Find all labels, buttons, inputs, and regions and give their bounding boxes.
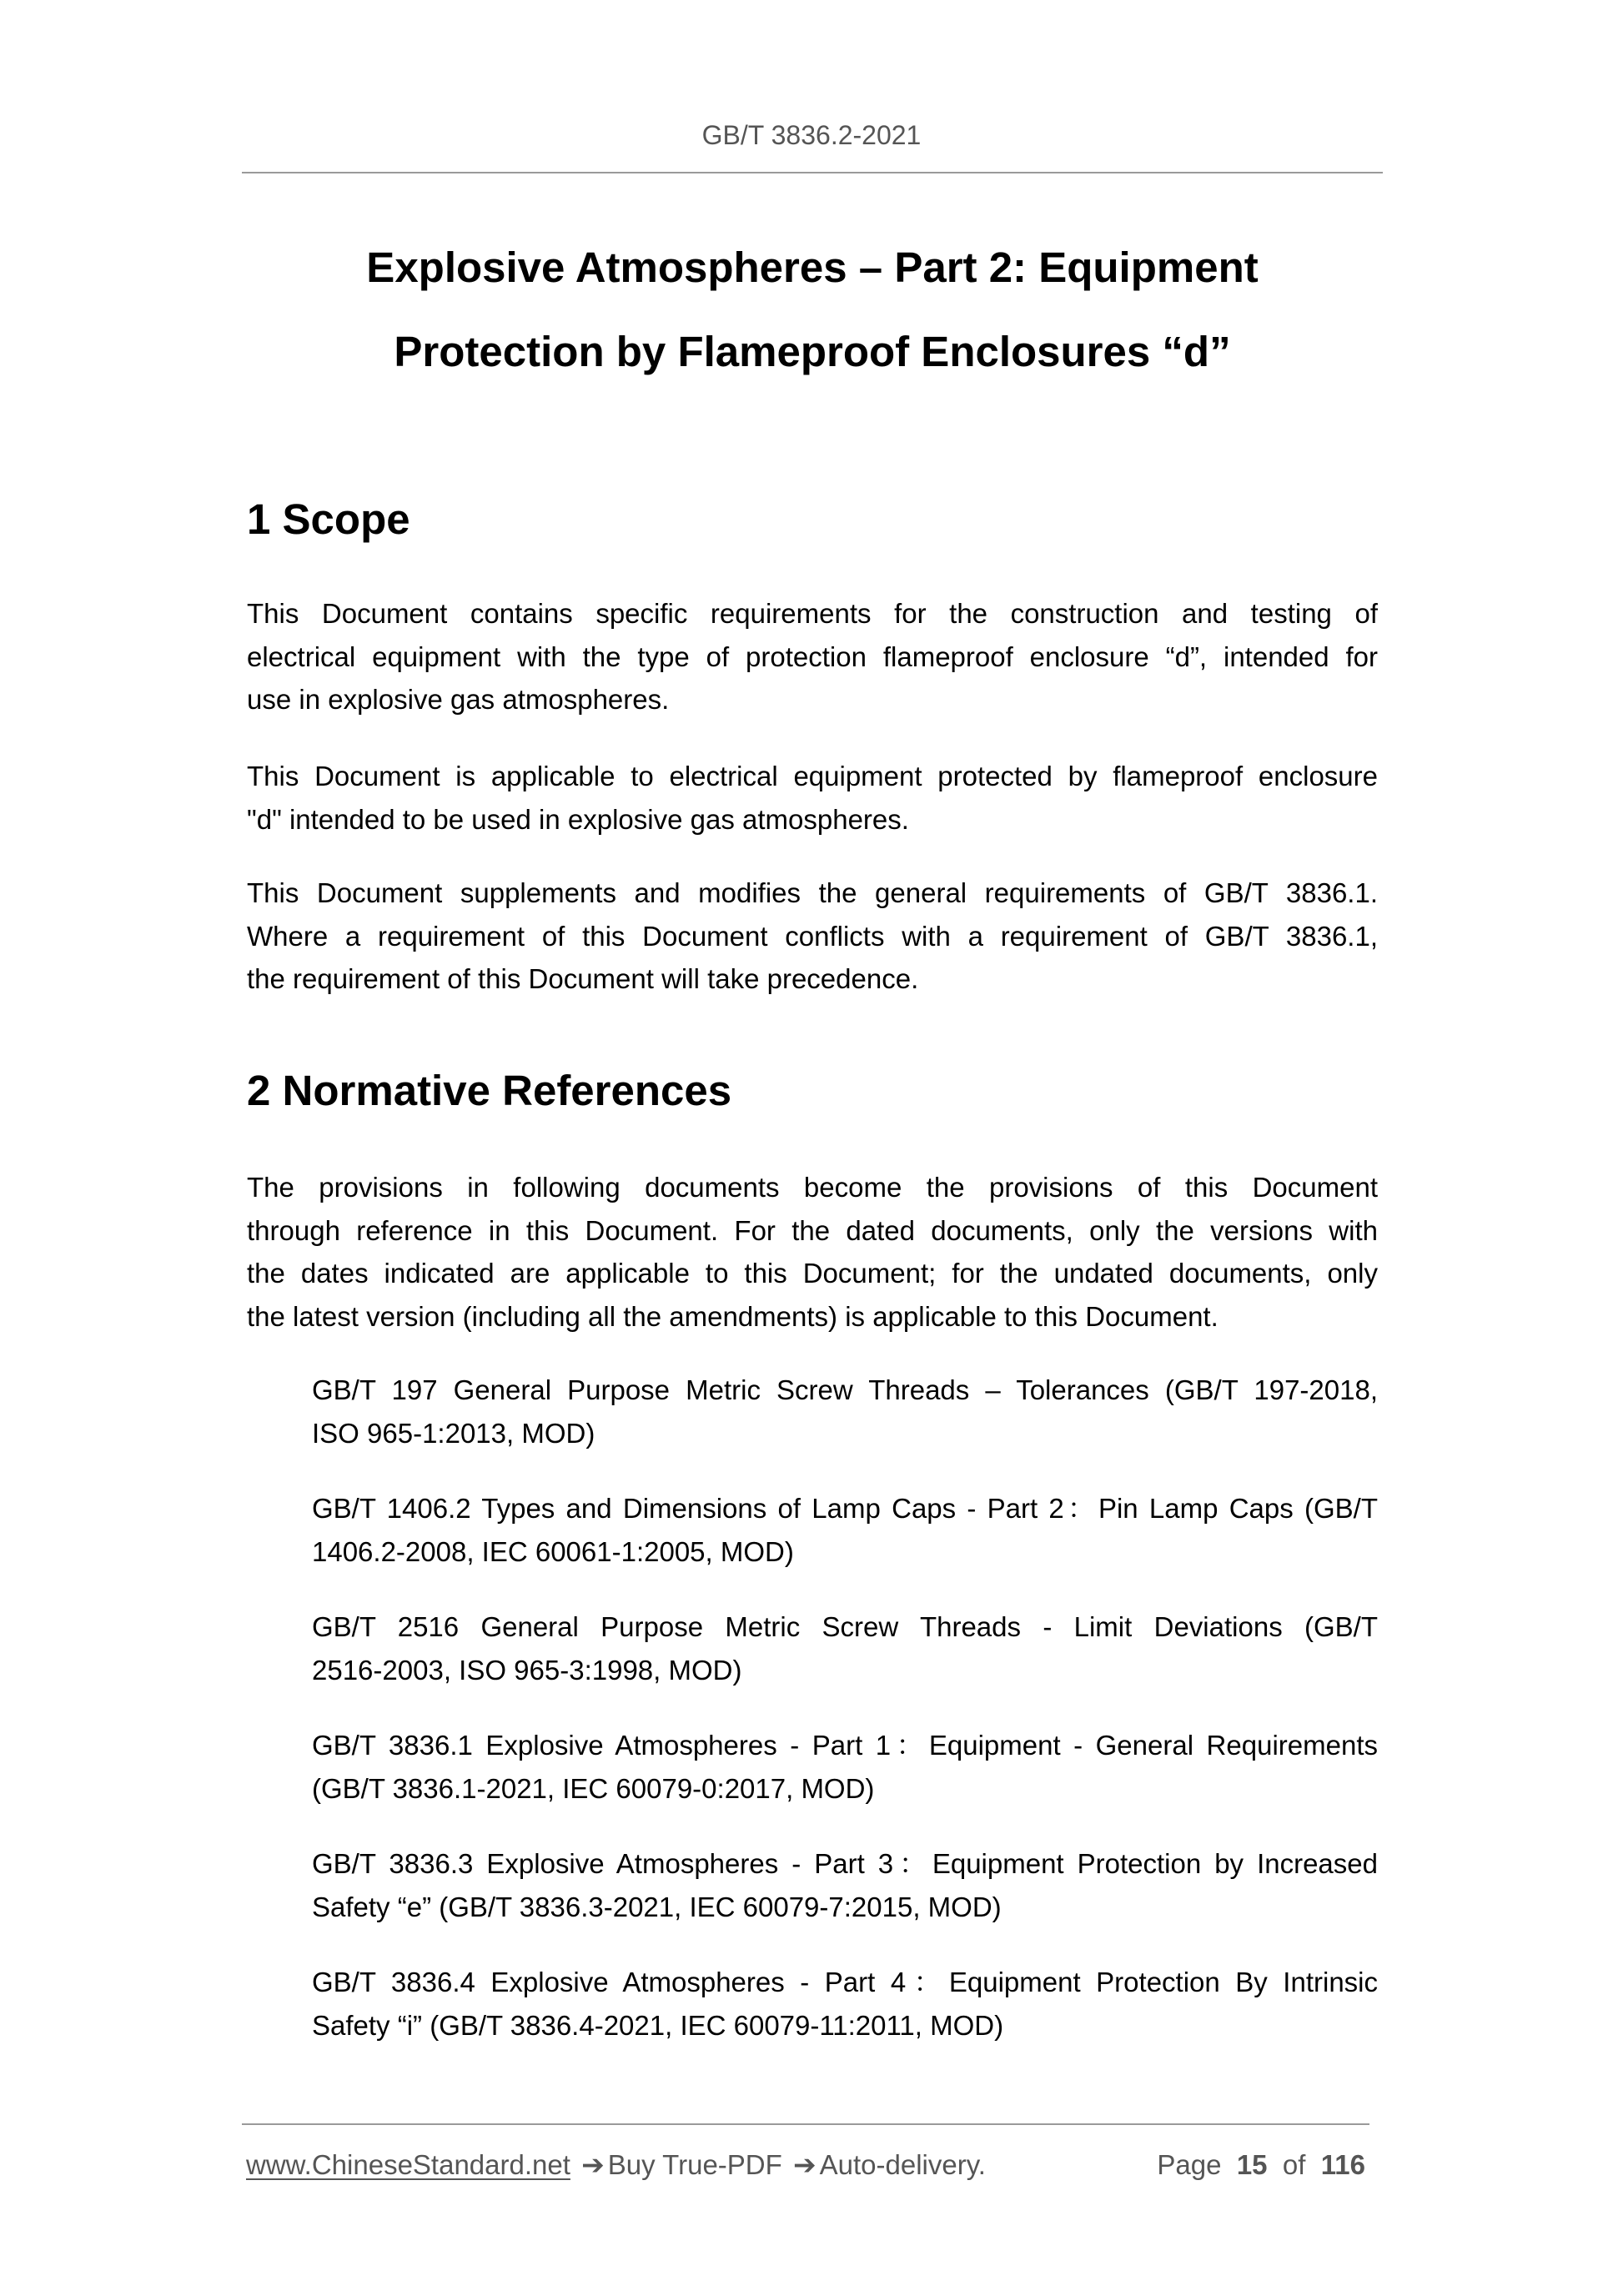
reference-item-gbt-3836-4 [312, 1961, 1378, 2047]
title-line-1: Explosive Atmospheres – Part 2: Equipment [366, 244, 1259, 291]
scope-paragraph-2 [247, 755, 1378, 841]
footer-divider [242, 2123, 1369, 2125]
page-of-label: of [1282, 2149, 1306, 2180]
text-line: The provisions in following documents become the provisions of this Document [247, 1172, 1378, 1203]
reference-item-gbt-197 [312, 1369, 1378, 1454]
page-header [0, 118, 1623, 152]
total-pages-number: 116 [1320, 2149, 1365, 2180]
reference-item-gbt-3836-1 [312, 1724, 1378, 1810]
text-line: Safety “i” (GB/T 3836.4-2021, IEC 60079-11:2011, MOD) [312, 2009, 1004, 2041]
text-line: (GB/T 3836.1-2021, IEC 60079-0:2017, MOD) [312, 1772, 875, 1804]
text-line: GB/T 3836.4 Explosive Atmospheres - Part 4：Equipment Protection By Intrinsic [312, 1967, 1378, 1997]
section-heading-scope: 1 Scope [247, 495, 410, 543]
arrow-right-icon: ➔ [792, 2149, 817, 2180]
current-page-number: 15 [1236, 2149, 1268, 2180]
text-line: the requirement of this Document will take precedence. [247, 963, 919, 994]
chinesestandard-link[interactable]: www.ChineseStandard.net [246, 2149, 570, 2180]
text-line: Safety “e” (GB/T 3836.3-2021, IEC 60079-7:2015, MOD) [312, 1891, 1002, 1922]
document-number: GB/T 3836.2-2021 [701, 120, 922, 150]
reference-item-gbt-2516 [312, 1605, 1378, 1691]
text-line: 2516-2003, ISO 965-3:1998, MOD) [312, 1654, 742, 1686]
scope-paragraph-3 [247, 872, 1378, 1001]
header-divider [242, 172, 1383, 173]
text-line: GB/T 3836.3 Explosive Atmospheres - Part 3：Equipment Protection by Increased [312, 1848, 1378, 1879]
reference-item-gbt-3836-3 [312, 1842, 1378, 1928]
text-line: GB/T 197 General Purpose Metric Screw Threads – Tolerances (GB/T 197-2018, [312, 1374, 1378, 1405]
text-line: electrical equipment with the type of protection flameproof enclosure “d”, intended for [247, 641, 1378, 672]
title-line-2: Protection by Flameproof Enclosures “d” [394, 328, 1231, 375]
text-line: the latest version (including all the amendments) is applicable to this Document. [247, 1300, 1219, 1332]
text-line: ISO 965-1:2013, MOD) [312, 1417, 595, 1449]
reference-item-gbt-1406-2 [312, 1487, 1378, 1573]
scope-paragraph-1 [247, 592, 1378, 721]
text-line: 1406.2-2008, IEC 60061-1:2005, MOD) [312, 1535, 794, 1567]
text-line: This Document contains specific requirements for the construction and testing of [247, 598, 1378, 629]
text-line: GB/T 1406.2 Types and Dimensions of Lamp Caps - Part 2：Pin Lamp Caps (GB/T [312, 1493, 1378, 1524]
text-line: GB/T 3836.1 Explosive Atmospheres - Part 1：Equipment - General Requirements [312, 1730, 1378, 1761]
text-line: Where a requirement of this Document conflicts with a requirement of GB/T 3836.1, [247, 920, 1378, 952]
footer-step-buy: Buy True-PDF [607, 2149, 782, 2180]
text-line: use in explosive gas atmospheres. [247, 684, 670, 715]
text-line: the dates indicated are applicable to this Document; for the undated documents, only [247, 1258, 1378, 1289]
arrow-right-icon: ➔ [581, 2149, 605, 2180]
page-footer [246, 2148, 1368, 2182]
text-line: GB/T 2516 General Purpose Metric Screw Threads - Limit Deviations (GB/T [312, 1611, 1378, 1642]
document-title [247, 225, 1378, 394]
text-line: This Document supplements and modifies the general requirements of GB/T 3836.1. [247, 877, 1378, 908]
page-label: Page [1157, 2149, 1222, 2180]
section-heading-normative-references: 2 Normative References [247, 1067, 732, 1114]
page-indicator [1157, 2148, 1365, 2182]
normative-references-intro [247, 1166, 1378, 1338]
text-line: "d" intended to be used in explosive gas atmospheres. [247, 803, 909, 835]
footer-step-delivery: Auto-delivery. [819, 2149, 986, 2180]
text-line: through reference in this Document. For the dated documents, only the versions with [247, 1214, 1378, 1246]
text-line: This Document is applicable to electrical equipment protected by flameproof enclosure [247, 761, 1378, 791]
